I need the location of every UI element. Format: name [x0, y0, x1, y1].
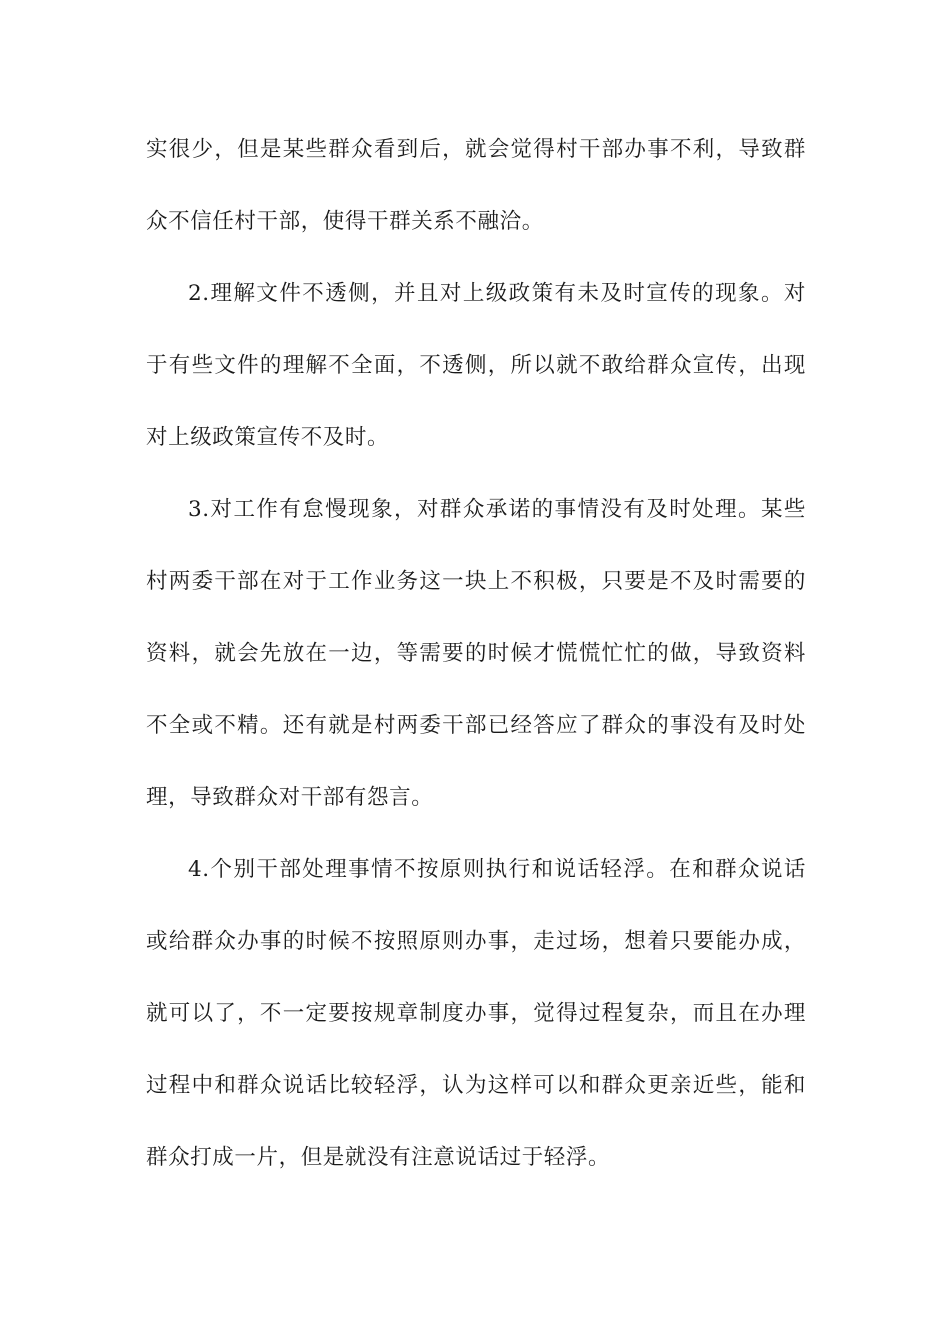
text-line: 于有些文件的理解不全面，不透侧，所以就不敢给群众宣传，出现 — [146, 353, 806, 378]
text-line: 过程中和群众说话比较轻浮，认为这样可以和群众更亲近些，能和 — [146, 1073, 806, 1098]
text-line: 或给群众办事的时候不按照原则办事，走过场，想着只要能办成， — [146, 929, 806, 954]
text-line: 对上级政策宣传不及时。 — [146, 425, 390, 450]
text-line: 就可以了，不一定要按规章制度办事，觉得过程复杂，而且在办理 — [146, 1001, 806, 1026]
text-line: 3.对工作有怠慢现象，对群众承诺的事情没有及时处理。某些 — [188, 497, 806, 522]
text-line: 4.个别干部处理事情不按原则执行和说话轻浮。在和群众说话 — [188, 857, 806, 882]
text-line: 群众打成一片，但是就没有注意说话过于轻浮。 — [146, 1145, 611, 1170]
text-line: 理，导致群众对干部有怨言。 — [146, 785, 434, 810]
text-line: 不全或不精。还有就是村两委干部已经答应了群众的事没有及时处 — [146, 713, 806, 738]
text-line: 众不信任村干部，使得干群关系不融洽。 — [146, 209, 544, 234]
text-line: 实很少，但是某些群众看到后，就会觉得村干部办事不利，导致群 — [146, 137, 806, 162]
text-line: 村两委干部在对于工作业务这一块上不积极，只要是不及时需要的 — [146, 569, 806, 594]
text-line: 资料，就会先放在一边，等需要的时候才慌慌忙忙的做，导致资料 — [146, 641, 806, 666]
text-line: 2.理解文件不透侧，并且对上级政策有未及时宣传的现象。对 — [188, 281, 806, 306]
